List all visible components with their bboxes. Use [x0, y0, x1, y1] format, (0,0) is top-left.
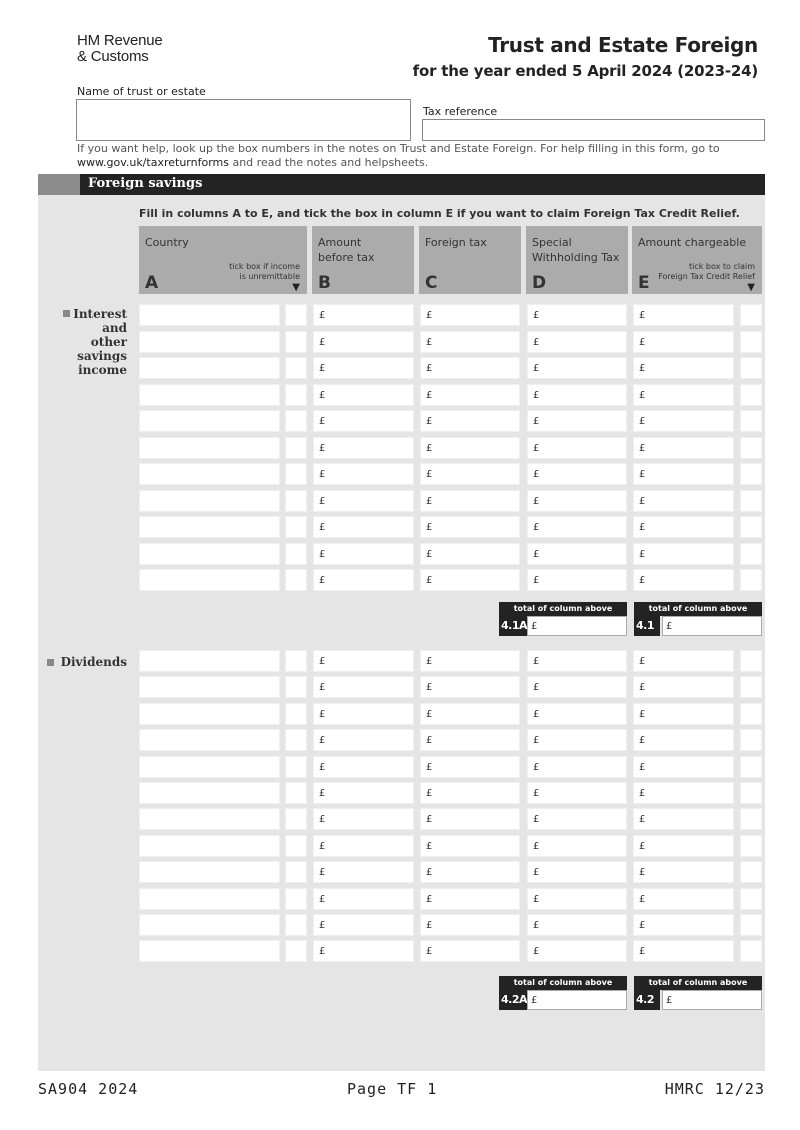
ftcr-checkbox[interactable] — [740, 463, 762, 485]
amount-before-tax-input[interactable]: £ — [313, 357, 414, 379]
country-input[interactable] — [139, 914, 280, 936]
tax-reference-input[interactable] — [422, 119, 765, 141]
total-caption: total of column above — [634, 602, 762, 616]
column-e-tick-note: tick box to claim Foreign Tax Credit Relief — [658, 262, 755, 281]
hmrc-logo — [77, 33, 163, 65]
total-input-4-1[interactable]: £ — [662, 616, 762, 636]
column-c-letter: C — [425, 273, 438, 293]
unremittable-checkbox[interactable] — [285, 331, 307, 353]
special-withholding-tax-input[interactable]: £ — [527, 888, 627, 910]
column-c-heading: Foreign tax — [425, 236, 487, 249]
column-e-letter: E — [638, 273, 650, 293]
special-withholding-tax-input[interactable]: £ — [527, 756, 627, 778]
unremittable-checkbox[interactable] — [285, 914, 307, 936]
unremittable-checkbox[interactable] — [285, 437, 307, 459]
amount-before-tax-input[interactable]: £ — [313, 703, 414, 725]
country-input[interactable] — [139, 888, 280, 910]
ftcr-checkbox[interactable] — [740, 888, 762, 910]
amount-before-tax-input[interactable]: £ — [313, 490, 414, 512]
amount-before-tax-input[interactable]: £ — [313, 543, 414, 565]
foreign-tax-input[interactable]: £ — [420, 543, 520, 565]
bullet-icon — [63, 310, 70, 317]
amount-chargeable-input[interactable]: £ — [633, 569, 734, 591]
column-e-heading: Amount chargeable — [638, 236, 747, 249]
special-withholding-tax-input[interactable]: £ — [527, 676, 627, 698]
amount-chargeable-input[interactable]: £ — [633, 463, 734, 485]
unremittable-checkbox[interactable] — [285, 650, 307, 672]
unremittable-checkbox[interactable] — [285, 940, 307, 962]
country-input[interactable] — [139, 808, 280, 830]
amount-chargeable-input[interactable]: £ — [633, 808, 734, 830]
bullet-icon — [47, 659, 54, 666]
amount-chargeable-input[interactable]: £ — [633, 516, 734, 538]
special-withholding-tax-input[interactable]: £ — [527, 914, 627, 936]
form-subtitle: for the year ended 5 April 2024 (2023-24) — [412, 62, 758, 80]
amount-before-tax-input[interactable]: £ — [313, 835, 414, 857]
footer-form-code: SA904 2024 — [38, 1080, 139, 1098]
amount-before-tax-input[interactable]: £ — [313, 384, 414, 406]
amount-chargeable-input[interactable]: £ — [633, 676, 734, 698]
foreign-tax-input[interactable]: £ — [420, 914, 520, 936]
total-box-4-1a — [499, 602, 627, 636]
unremittable-checkbox[interactable] — [285, 516, 307, 538]
section-title: Foreign savings — [88, 176, 203, 191]
foreign-tax-input[interactable]: £ — [420, 756, 520, 778]
ftcr-checkbox[interactable] — [740, 808, 762, 830]
total-box-4-2 — [634, 976, 762, 1010]
ftcr-checkbox[interactable] — [740, 703, 762, 725]
country-input[interactable] — [139, 569, 280, 591]
special-withholding-tax-input[interactable]: £ — [527, 410, 627, 432]
amount-chargeable-input[interactable]: £ — [633, 437, 734, 459]
country-input[interactable] — [139, 410, 280, 432]
ftcr-checkbox[interactable] — [740, 569, 762, 591]
amount-chargeable-input[interactable]: £ — [633, 729, 734, 751]
total-input-4-2a[interactable]: £ — [527, 990, 627, 1010]
foreign-tax-input[interactable]: £ — [420, 835, 520, 857]
amount-chargeable-input[interactable]: £ — [633, 756, 734, 778]
amount-before-tax-input[interactable]: £ — [313, 676, 414, 698]
unremittable-checkbox[interactable] — [285, 569, 307, 591]
ftcr-checkbox[interactable] — [740, 543, 762, 565]
amount-chargeable-input[interactable]: £ — [633, 331, 734, 353]
amount-before-tax-input[interactable]: £ — [313, 410, 414, 432]
box-number: 4.1A — [499, 616, 527, 636]
unremittable-checkbox[interactable] — [285, 384, 307, 406]
amount-chargeable-input[interactable]: £ — [633, 835, 734, 857]
group-label-dividends: Dividends — [40, 655, 127, 669]
column-a-tick-note: tick box if income is unremittable — [229, 262, 300, 281]
foreign-tax-input[interactable]: £ — [420, 410, 520, 432]
amount-before-tax-input[interactable]: £ — [313, 650, 414, 672]
amount-before-tax-input[interactable]: £ — [313, 569, 414, 591]
box-number: 4.1 — [634, 616, 660, 636]
amount-chargeable-input[interactable]: £ — [633, 490, 734, 512]
unremittable-checkbox[interactable] — [285, 835, 307, 857]
country-input[interactable] — [139, 703, 280, 725]
foreign-tax-input[interactable]: £ — [420, 304, 520, 326]
help-line-1: If you want help, look up the box numbers in the notes on Trust and Estate Foreign. For help filling in this form, go to — [77, 142, 720, 155]
amount-before-tax-input[interactable]: £ — [313, 756, 414, 778]
amount-before-tax-input[interactable]: £ — [313, 463, 414, 485]
special-withholding-tax-input[interactable]: £ — [527, 703, 627, 725]
name-label: Name of trust or estate — [77, 85, 206, 98]
foreign-tax-input[interactable]: £ — [420, 808, 520, 830]
ftcr-checkbox[interactable] — [740, 304, 762, 326]
logo-line-2: & Customs — [77, 48, 149, 65]
country-input[interactable] — [139, 543, 280, 565]
country-input[interactable] — [139, 676, 280, 698]
country-input[interactable] — [139, 490, 280, 512]
special-withholding-tax-input[interactable]: £ — [527, 357, 627, 379]
foreign-tax-input[interactable]: £ — [420, 331, 520, 353]
column-b-heading: Amount before tax — [318, 236, 375, 264]
amount-before-tax-input[interactable]: £ — [313, 729, 414, 751]
special-withholding-tax-input[interactable]: £ — [527, 543, 627, 565]
column-b-letter: B — [318, 273, 331, 293]
unremittable-checkbox[interactable] — [285, 463, 307, 485]
special-withholding-tax-input[interactable]: £ — [527, 569, 627, 591]
special-withholding-tax-input[interactable]: £ — [527, 650, 627, 672]
total-caption: total of column above — [499, 602, 627, 616]
country-input[interactable] — [139, 331, 280, 353]
down-arrow-icon: ▼ — [747, 282, 755, 293]
amount-chargeable-input[interactable]: £ — [633, 888, 734, 910]
column-header-e — [632, 226, 762, 294]
foreign-tax-input[interactable]: £ — [420, 676, 520, 698]
country-input[interactable] — [139, 756, 280, 778]
amount-before-tax-input[interactable]: £ — [313, 437, 414, 459]
total-box-4-2a — [499, 976, 627, 1010]
name-of-trust-input[interactable] — [76, 99, 411, 141]
ftcr-checkbox[interactable] — [740, 384, 762, 406]
foreign-tax-input[interactable]: £ — [420, 437, 520, 459]
unremittable-checkbox[interactable] — [285, 357, 307, 379]
unremittable-checkbox[interactable] — [285, 888, 307, 910]
unremittable-checkbox[interactable] — [285, 304, 307, 326]
country-input[interactable] — [139, 304, 280, 326]
footer-page: Page TF 1 — [347, 1080, 438, 1098]
column-header-c — [419, 226, 521, 294]
country-input[interactable] — [139, 782, 280, 804]
special-withholding-tax-input[interactable]: £ — [527, 516, 627, 538]
amount-chargeable-input[interactable]: £ — [633, 357, 734, 379]
amount-chargeable-input[interactable]: £ — [633, 543, 734, 565]
unremittable-checkbox[interactable] — [285, 756, 307, 778]
special-withholding-tax-input[interactable]: £ — [527, 861, 627, 883]
ftcr-checkbox[interactable] — [740, 676, 762, 698]
country-input[interactable] — [139, 861, 280, 883]
box-number: 4.2A — [499, 990, 527, 1010]
unremittable-checkbox[interactable] — [285, 808, 307, 830]
ftcr-checkbox[interactable] — [740, 490, 762, 512]
group-label-interest: Interest and other savings income — [40, 307, 127, 377]
special-withholding-tax-input[interactable]: £ — [527, 940, 627, 962]
ftcr-checkbox[interactable] — [740, 756, 762, 778]
special-withholding-tax-input[interactable]: £ — [527, 835, 627, 857]
ftcr-checkbox[interactable] — [740, 331, 762, 353]
ftcr-checkbox[interactable] — [740, 835, 762, 857]
ftcr-checkbox[interactable] — [740, 357, 762, 379]
foreign-tax-input[interactable]: £ — [420, 729, 520, 751]
unremittable-checkbox[interactable] — [285, 729, 307, 751]
column-header-d — [526, 226, 628, 294]
unremittable-checkbox[interactable] — [285, 703, 307, 725]
total-box-4-1 — [634, 602, 762, 636]
foreign-tax-input[interactable]: £ — [420, 384, 520, 406]
column-d-letter: D — [532, 273, 547, 293]
amount-chargeable-input[interactable]: £ — [633, 650, 734, 672]
special-withholding-tax-input[interactable]: £ — [527, 463, 627, 485]
amount-before-tax-input[interactable]: £ — [313, 914, 414, 936]
tax-reference-label: Tax reference — [423, 105, 498, 118]
amount-before-tax-input[interactable]: £ — [313, 940, 414, 962]
unremittable-checkbox[interactable] — [285, 782, 307, 804]
special-withholding-tax-input[interactable]: £ — [527, 729, 627, 751]
ftcr-checkbox[interactable] — [740, 861, 762, 883]
unremittable-checkbox[interactable] — [285, 861, 307, 883]
foreign-tax-input[interactable]: £ — [420, 940, 520, 962]
section-instruction: Fill in columns A to E, and tick the box in column E if you want to claim Foreign Tax Credit Relief. — [139, 207, 740, 220]
form-title: Trust and Estate Foreign — [488, 33, 758, 57]
unremittable-checkbox[interactable] — [285, 490, 307, 512]
foreign-tax-input[interactable]: £ — [420, 490, 520, 512]
special-withholding-tax-input[interactable]: £ — [527, 384, 627, 406]
amount-chargeable-input[interactable]: £ — [633, 410, 734, 432]
total-caption: total of column above — [499, 976, 627, 990]
special-withholding-tax-input[interactable]: £ — [527, 304, 627, 326]
amount-before-tax-input[interactable]: £ — [313, 331, 414, 353]
section-header-stub — [38, 174, 80, 195]
ftcr-checkbox[interactable] — [740, 516, 762, 538]
ftcr-checkbox[interactable] — [740, 782, 762, 804]
amount-before-tax-input[interactable]: £ — [313, 516, 414, 538]
amount-chargeable-input[interactable]: £ — [633, 940, 734, 962]
country-input[interactable] — [139, 835, 280, 857]
help-line-2: and read the notes and helpsheets. — [228, 156, 429, 169]
ftcr-checkbox[interactable] — [740, 437, 762, 459]
country-input[interactable] — [139, 650, 280, 672]
help-text — [77, 142, 767, 170]
logo-line-1: HM Revenue — [77, 32, 163, 49]
amount-chargeable-input[interactable]: £ — [633, 861, 734, 883]
country-input[interactable] — [139, 516, 280, 538]
ftcr-checkbox[interactable] — [740, 914, 762, 936]
unremittable-checkbox[interactable] — [285, 410, 307, 432]
total-caption: total of column above — [634, 976, 762, 990]
special-withholding-tax-input[interactable]: £ — [527, 782, 627, 804]
country-input[interactable] — [139, 463, 280, 485]
amount-before-tax-input[interactable]: £ — [313, 888, 414, 910]
ftcr-checkbox[interactable] — [740, 650, 762, 672]
amount-chargeable-input[interactable]: £ — [633, 914, 734, 936]
footer-version: HMRC 12/23 — [664, 1080, 765, 1098]
amount-before-tax-input[interactable]: £ — [313, 304, 414, 326]
column-a-letter: A — [145, 273, 159, 293]
total-input-4-2[interactable]: £ — [662, 990, 762, 1010]
foreign-tax-input[interactable]: £ — [420, 888, 520, 910]
ftcr-checkbox[interactable] — [740, 410, 762, 432]
country-input[interactable] — [139, 437, 280, 459]
column-d-heading: Special Withholding Tax — [532, 236, 620, 264]
country-input[interactable] — [139, 940, 280, 962]
foreign-tax-input[interactable]: £ — [420, 782, 520, 804]
amount-before-tax-input[interactable]: £ — [313, 861, 414, 883]
unremittable-checkbox[interactable] — [285, 543, 307, 565]
foreign-tax-input[interactable]: £ — [420, 650, 520, 672]
special-withholding-tax-input[interactable]: £ — [527, 331, 627, 353]
foreign-tax-input[interactable]: £ — [420, 357, 520, 379]
country-input[interactable] — [139, 357, 280, 379]
foreign-tax-input[interactable]: £ — [420, 569, 520, 591]
foreign-tax-input[interactable]: £ — [420, 861, 520, 883]
foreign-tax-input[interactable]: £ — [420, 463, 520, 485]
foreign-tax-input[interactable]: £ — [420, 703, 520, 725]
ftcr-checkbox[interactable] — [740, 940, 762, 962]
amount-before-tax-input[interactable]: £ — [313, 782, 414, 804]
down-arrow-icon: ▼ — [292, 282, 300, 293]
foreign-tax-input[interactable]: £ — [420, 516, 520, 538]
special-withholding-tax-input[interactable]: £ — [527, 437, 627, 459]
ftcr-checkbox[interactable] — [740, 729, 762, 751]
country-input[interactable] — [139, 729, 280, 751]
amount-chargeable-input[interactable]: £ — [633, 304, 734, 326]
help-link[interactable]: www.gov.uk/taxreturnforms — [77, 156, 229, 169]
amount-chargeable-input[interactable]: £ — [633, 782, 734, 804]
column-a-heading: Country — [145, 236, 189, 249]
amount-chargeable-input[interactable]: £ — [633, 703, 734, 725]
box-number: 4.2 — [634, 990, 660, 1010]
country-input[interactable] — [139, 384, 280, 406]
total-input-4-1a[interactable]: £ — [527, 616, 627, 636]
special-withholding-tax-input[interactable]: £ — [527, 808, 627, 830]
amount-before-tax-input[interactable]: £ — [313, 808, 414, 830]
special-withholding-tax-input[interactable]: £ — [527, 490, 627, 512]
unremittable-checkbox[interactable] — [285, 676, 307, 698]
column-header-b — [312, 226, 414, 294]
column-header-a — [139, 226, 307, 294]
amount-chargeable-input[interactable]: £ — [633, 384, 734, 406]
